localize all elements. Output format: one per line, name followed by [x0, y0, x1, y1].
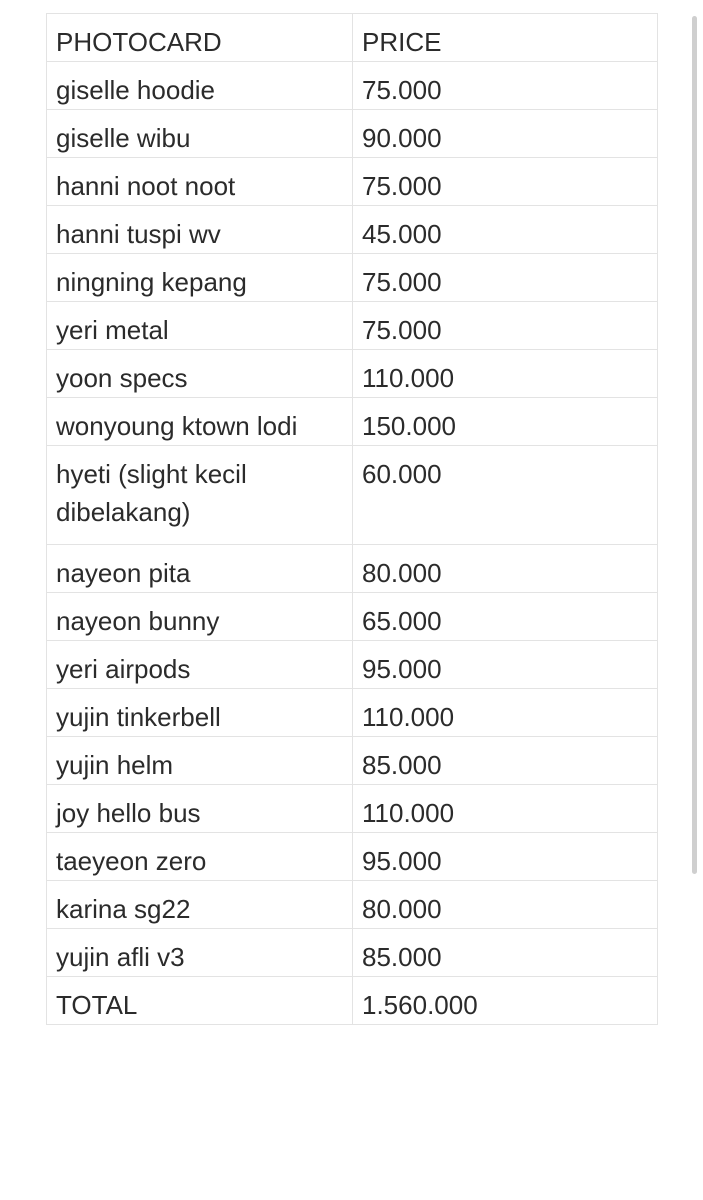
vertical-scrollbar[interactable] — [692, 16, 697, 874]
photocard-name: joy hello bus — [47, 785, 353, 833]
total-value: 1.560.000 — [353, 977, 658, 1025]
table-row — [47, 737, 658, 785]
photocard-name: yoon specs — [47, 350, 353, 398]
table-header-row — [47, 14, 658, 62]
table-total-row — [47, 977, 658, 1025]
photocard-name: hyeti (slight kecil dibelakang) — [47, 446, 353, 545]
photocard-name: taeyeon zero — [47, 833, 353, 881]
table-row — [47, 254, 658, 302]
table-row — [47, 785, 658, 833]
photocard-name: nayeon pita — [47, 545, 353, 593]
photocard-price: 110.000 — [353, 785, 658, 833]
photocard-name: hanni noot noot — [47, 158, 353, 206]
photocard-price: 150.000 — [353, 398, 658, 446]
table-row — [47, 545, 658, 593]
photocard-name: giselle wibu — [47, 110, 353, 158]
photocard-name: ningning kepang — [47, 254, 353, 302]
photocard-price: 85.000 — [353, 737, 658, 785]
photocard-price: 75.000 — [353, 302, 658, 350]
table-row — [47, 929, 658, 977]
photocard-price-table — [46, 13, 658, 1025]
table-row — [47, 593, 658, 641]
photocard-price: 75.000 — [353, 254, 658, 302]
photocard-price: 75.000 — [353, 158, 658, 206]
price-table-container — [46, 13, 657, 1025]
table-row — [47, 62, 658, 110]
photocard-price: 90.000 — [353, 110, 658, 158]
table-row — [47, 446, 658, 545]
photocard-name: yujin tinkerbell — [47, 689, 353, 737]
table-row — [47, 881, 658, 929]
photocard-price: 95.000 — [353, 833, 658, 881]
photocard-price: 60.000 — [353, 446, 658, 545]
total-label: TOTAL — [47, 977, 353, 1025]
table-row — [47, 350, 658, 398]
photocard-price: 75.000 — [353, 62, 658, 110]
photocard-name: yeri metal — [47, 302, 353, 350]
photocard-price: 45.000 — [353, 206, 658, 254]
table-row — [47, 110, 658, 158]
table-row — [47, 206, 658, 254]
table-row — [47, 398, 658, 446]
table-row — [47, 833, 658, 881]
photocard-price: 65.000 — [353, 593, 658, 641]
table-row — [47, 641, 658, 689]
photocard-name: yujin afli v3 — [47, 929, 353, 977]
header-photocard: PHOTOCARD — [47, 14, 353, 62]
photocard-name: yeri airpods — [47, 641, 353, 689]
table-row — [47, 302, 658, 350]
photocard-name: nayeon bunny — [47, 593, 353, 641]
photocard-name: hanni tuspi wv — [47, 206, 353, 254]
photocard-price: 110.000 — [353, 689, 658, 737]
photocard-price: 110.000 — [353, 350, 658, 398]
photocard-price: 85.000 — [353, 929, 658, 977]
photocard-price: 80.000 — [353, 545, 658, 593]
table-row — [47, 158, 658, 206]
photocard-name: yujin helm — [47, 737, 353, 785]
header-price: PRICE — [353, 14, 658, 62]
photocard-name: wonyoung ktown lodi — [47, 398, 353, 446]
table-row — [47, 689, 658, 737]
photocard-name: giselle hoodie — [47, 62, 353, 110]
photocard-name: karina sg22 — [47, 881, 353, 929]
photocard-price: 80.000 — [353, 881, 658, 929]
photocard-price: 95.000 — [353, 641, 658, 689]
